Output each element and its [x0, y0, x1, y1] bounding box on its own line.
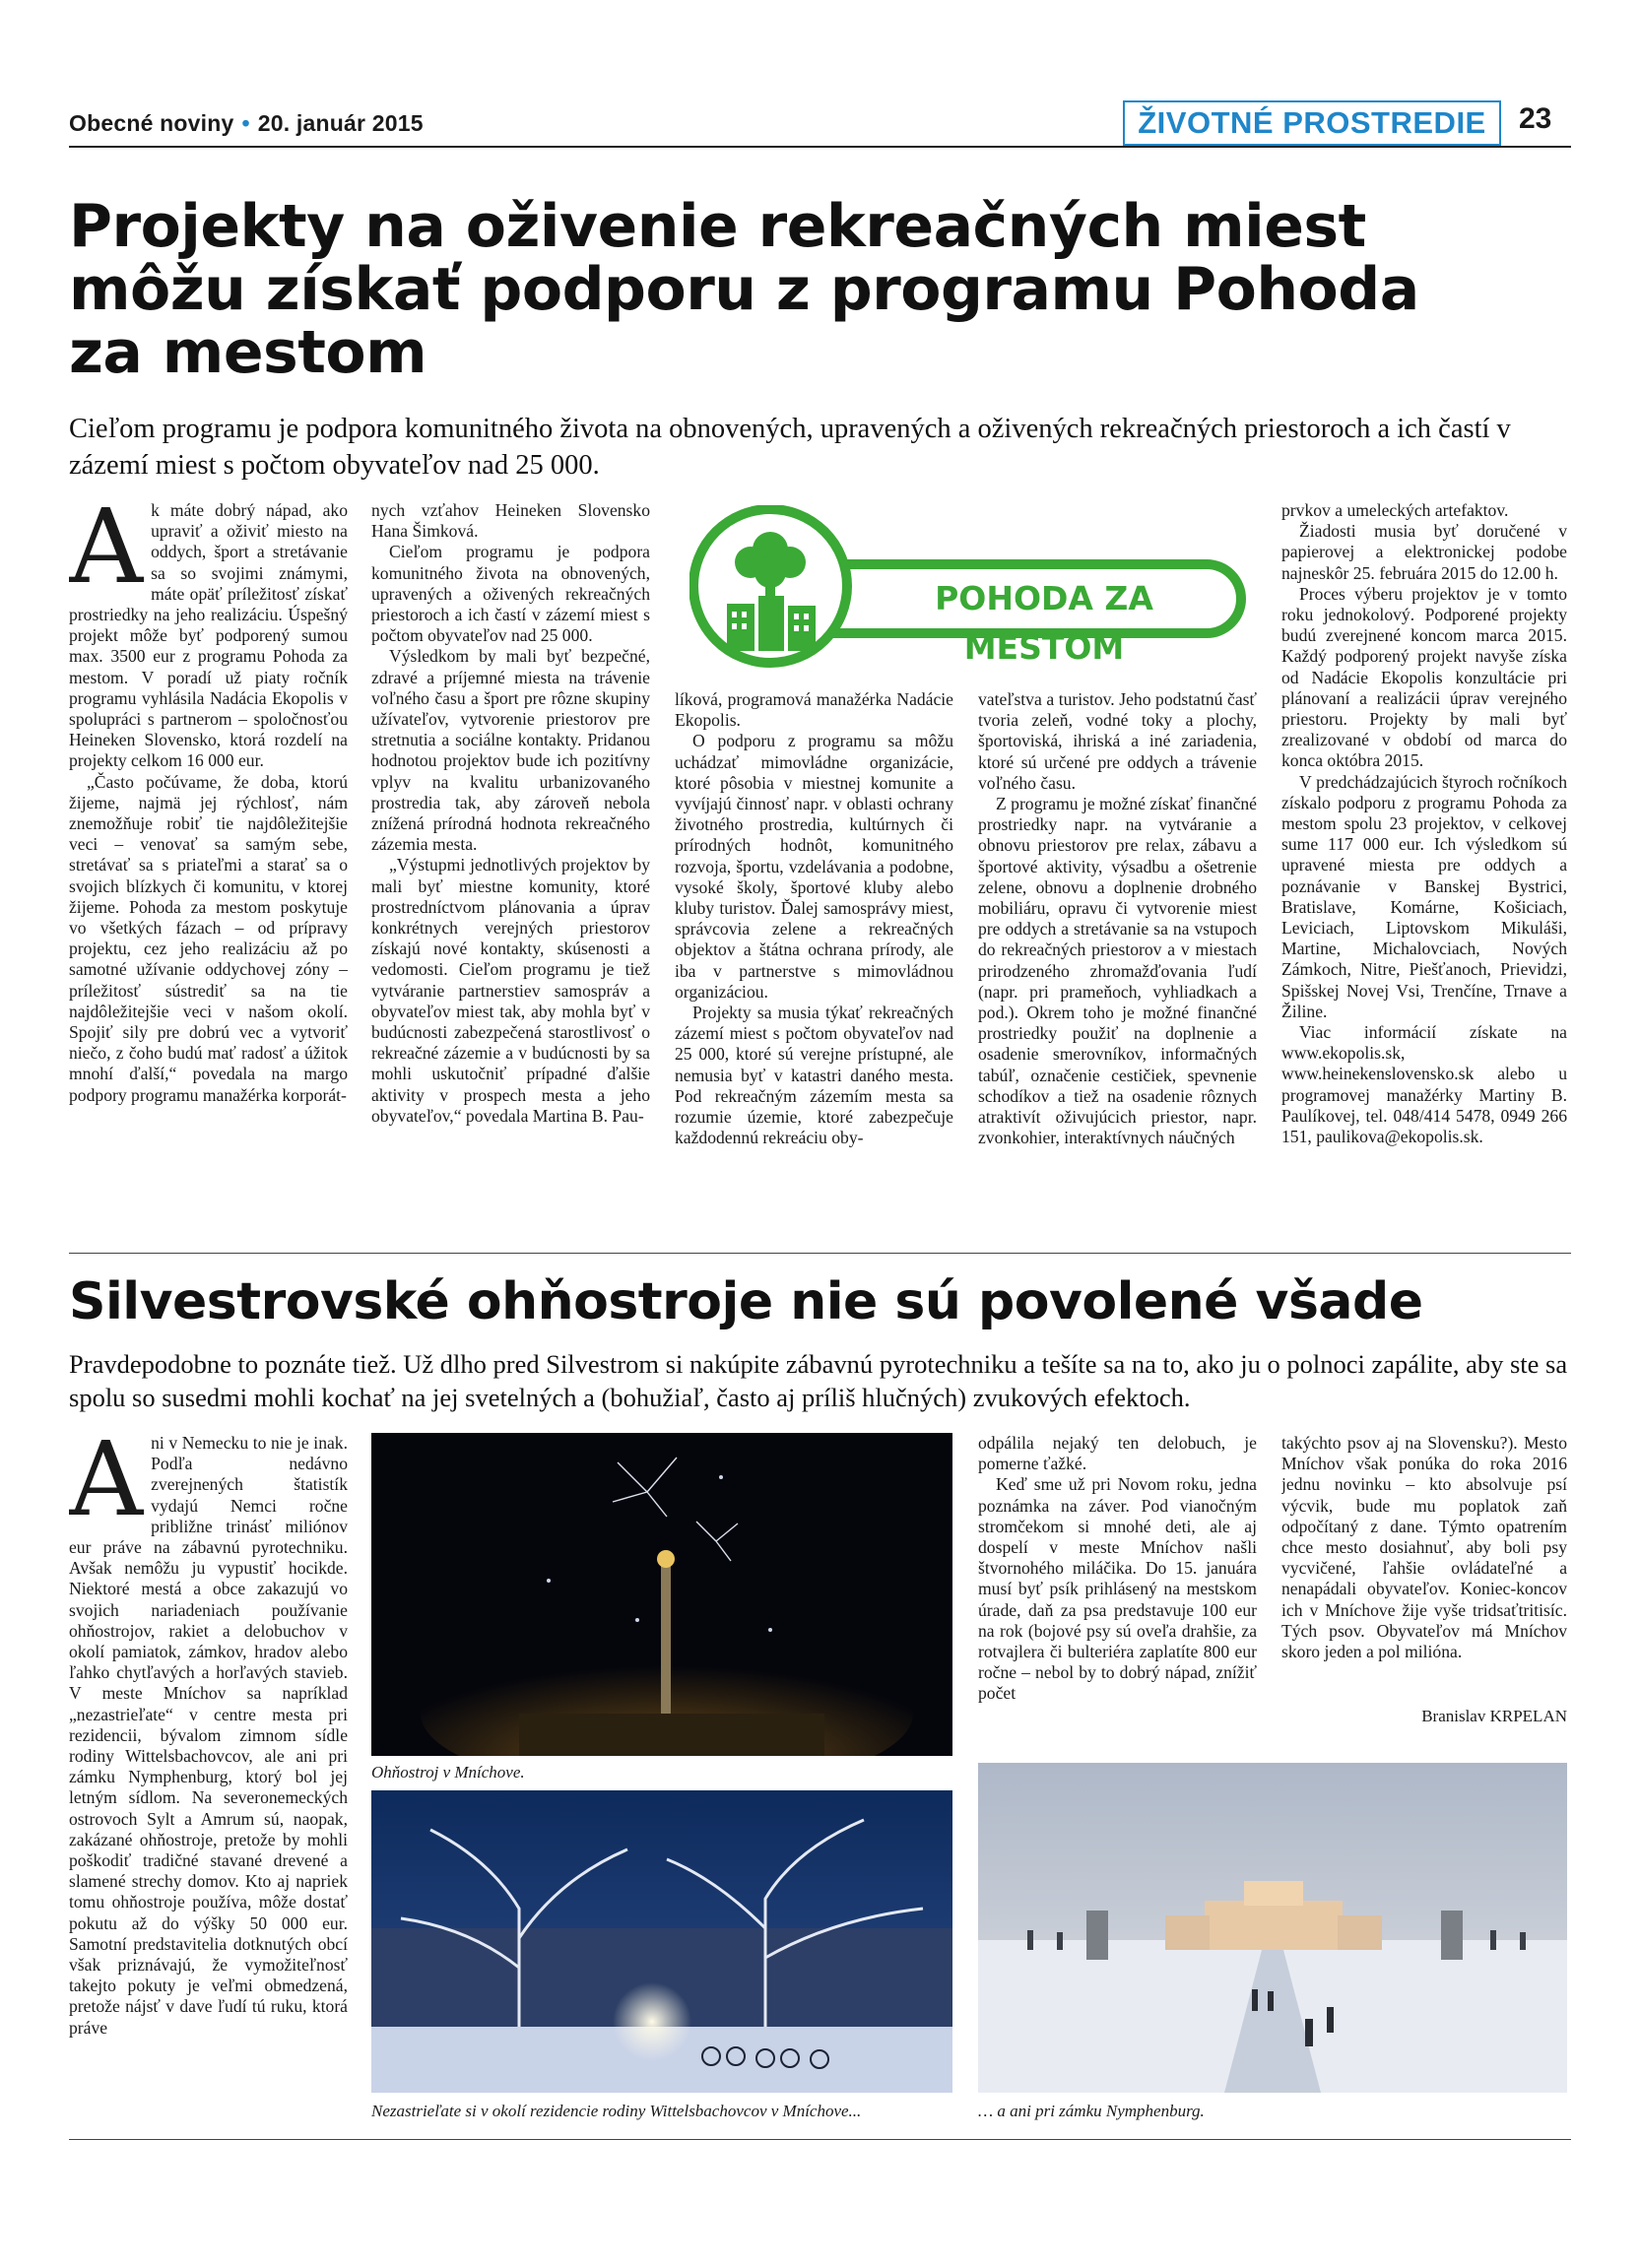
paragraph: Cieľom programu je podpora komunitného života na obnovených, upravených a oživených rekreačných priestoroch a ich častí v zázemí miest s počtom obyvateľov nad 25 000.: [371, 542, 650, 646]
article2-deck: [69, 1347, 1571, 1414]
header-rule: [69, 146, 1571, 148]
fireworks-photo: [371, 1433, 952, 1756]
paragraph: O podporu z programu sa môžu uchádzať mimovládne organizácie, ktoré pôsobia v miestnej komunite a vyvíjajú činnosť napr. v oblasti ochrany životného prostredia, kultúrnych či prírodných hodnôt, komunitného rozvoja, športu, vzdelávania a podobne, vysoké školy, športové kluby alebo kluby turistov. Ďalej samosprávy miest, správcovia zelene a rekreačných objektov a štátna ochrana prírody, ale iba v partnerstve s mimovládnou organizáciou.: [675, 731, 953, 1002]
fireworks-caption: Ohňostroj v Mníchove.: [371, 1763, 525, 1782]
paragraph: „Často počúvame, že doba, ktorú žijeme, najmä jej rýchlosť, nám znemožňuje robiť tie najdôležitejšie veci – venovať sa samým sebe, stretávať sa s priateľmi a starať sa o svojich blízkych či komunitu, v ktorej žijeme. Pohoda za mestom poskytuje vo všetkých fázach – od prípravy projektu, cez jeho realizáciu až po samotné užívanie oddychovej zóny – príležitosť sústrediť sa na tie najdôležitejšie veci v našom okolí. Spojiť sily pre dobrú vec a vytvoriť niečo, z čoho budú mať radosť a úžitok mnohí ďalší,“ povedala na margo podpory programu manažérka korporát-: [69, 771, 348, 1105]
article2-column-1: [69, 1433, 348, 2122]
article1-column-4: [978, 689, 1257, 1241]
paragraph: k máte dobrý nápad, ako upraviť a oživiť miesto na oddych, šport a stretávanie sa so svojimi známymi, máte opäť príležitosť získať prostriedky na jeho realizáciu. Úspešný projekt môže byť podporený sumou max. 3500 eur z programu Pohoda za mestom. V poradí už piaty ročník programu vyhlásila Nadácia Ekopolis v spolupráci s partnerom – spoločnosťou Heineken Slovensko, ktorá rozdelí na projekty celkom 16 000 eur.: [69, 500, 348, 771]
separator-dot: •: [241, 110, 250, 136]
headline-line: za mestom: [69, 318, 427, 387]
paragraph: V predchádzajúcich štyroch ročníkoch získalo podporu z programu Pohoda za mestom spolu 23 projektov, v celkovej sume 117 000 eur. Ich výsledkom sú upravené miesta pre oddych a poznávanie v Banskej Bystrici, Bratislave, Komárne, Košiciach, Leviciach, Liptovskom Mikuláši, Martine, Michalovciach, Nových Zámkoch, Nitre, Piešťanoch, Prievidzi, Spišskej Novej Vsi, Trenčíne, Trnave a Žiline.: [1281, 771, 1567, 1021]
footer-rule: [69, 2139, 1571, 2140]
paragraph: líková, programová manažérka Nadácie Ekopolis.: [675, 689, 953, 731]
drop-cap: A: [69, 500, 144, 607]
paragraph: takýchto psov aj na Slovensku?). Mesto Mníchov však ponúka do roka 2016 jednu novinku – kto absolvuje psí výcvik, bude mu poplatok zaň odpočítaný z dane. Týmto opatrením chce mesto dosiahnuť, aby boli psy vycvičené, ľahšie ovládateľné a nenapádali obyvateľov. Koniec-koncov ich v Mníchove žije vyše tridsaťtritisíc. Tých psov. Obyvateľov má Mníchov skoro jeden a pol milióna.: [1281, 1433, 1567, 1662]
page-number: 23: [1519, 102, 1552, 135]
article-divider: [69, 1253, 1571, 1254]
paragraph: Výsledkom by mali byť bezpečné, zdravé a príjemné miesta na trávenie voľného času a šport pre rôzne skupiny užívateľov, vytvorenie priestorov pre stretnutia a sociálne kontakty. Pridanou hodnotou projektov bude ich pozitívny vplyv na kvalitu urbanizovaného prostredia tak, aby zároveň nebola znížená prírodná hodnota rekreačného zázemia mesta.: [371, 646, 650, 855]
masthead: [69, 110, 424, 137]
publication-name: Obecné noviny: [69, 110, 234, 136]
paragraph: ni v Nemecku to nie je inak. Podľa nedávno zverejnených štatistík vydajú Nemci ročne približne trinásť miliónov eur práve na zábavnú pyrotechniku. Avšak nemôžu ju vypustiť hocikde. Niektoré mestá a obce zakazujú vo svojich nariadeniach používanie ohňostrojov, rakiet a delobuchov v okolí pamiatok, zámkov, hradov alebo ľahko chytľavých a horľavých stavieb. V meste Mníchov sa napríklad „nezastrieľate“ v centre mesta pri rezidencii, bývalom zimnom sídle rodiny Wittelsbachovcov, ale ani pri zámku Nymphenburg, ktorý bol jej letným sídlom. Na severonemeckých ostrovoch Sylt a Amrum sú, naopak, zakázané ohňostroje, pretože by mohli poškodiť tradičné stavané drevené a slamené strechy domov. Kto aj napriek tomu ohňostroje používa, môže dostať pokutu až do výšky 50 000 eur. Samotní predstavitelia dotknutých obcí však priznávajú, že vymožiteľnosť takejto pokuty je veľmi obmedzená, pretože nájsť v dave ľudí tú ruku, ktorá práve: [69, 1433, 348, 2038]
paragraph: prvkov a umeleckých artefaktov.: [1281, 500, 1509, 520]
paragraph: Z programu je možné získať finančné prostriedky napr. na vytváranie a obnovu priestorov pre relax, zábavu a športové aktivity, výsadbu a ošetrenie zelene, obnovu a doplnenie drobného mobiliáru, opravu či vytvorenie miest pre oddych a stretávanie sa na vstupoch do rekreačných priestorov a v miestach prirodzeného zhromažďovania ľudí (napr. pri prameňoch, vyhliadkach a pod.). Okrem toho je možné finančné prostriedky použiť na doplnenie a osadenie smerovníkov, informačných tabúľ, označenie cestičiek, spevnenie schodíkov a tiež na osadenie rôznych atraktivít oživujúcich priestor, napr. zvonkohier, interaktívnych náučných: [978, 794, 1257, 1148]
nymphenburg-image: [978, 1763, 1567, 2093]
article2-column-4: [978, 1433, 1257, 1728]
pohoda-logo: [689, 505, 1256, 668]
article2-column-5: [1281, 1433, 1567, 1699]
residence-photo: [371, 1790, 952, 2093]
paragraph: nych vzťahov Heineken Slovensko Hana Šimková.: [371, 500, 650, 542]
fireworks-image: [371, 1433, 952, 1756]
article1-column-3: [675, 689, 953, 1241]
author-signature: Branislav KRPELAN: [1421, 1707, 1567, 1725]
nymphenburg-photo: [978, 1763, 1567, 2093]
section-label: ŽIVOTNÉ PROSTREDIE: [1123, 100, 1501, 146]
paragraph: Projekty sa musia týkať rekreačných zázemí miest s počtom obyvateľov nad 25 000, ktoré sú verejne prístupné, ale nemusia byť v katastri daného mesta. Pod rekreačným zázemím mesta sa rozumie územie, ktoré zabezpečuje každodennú rekreáciu oby-: [675, 1003, 953, 1148]
headline-line: Projekty na oživenie rekreačných miest: [69, 192, 1366, 261]
article2-headline: [69, 1272, 1566, 1331]
article1-column-1: [69, 500, 348, 1241]
residence-caption: Nezastrieľate si v okolí rezidencie rodiny Wittelsbachovcov v Mníchove...: [371, 2102, 862, 2120]
headline-line: môžu získať podporu z programu Pohoda: [69, 255, 1419, 324]
paragraph: Žiadosti musia byť doručené v papierovej a elektronickej podobe najneskôr 25. februára 2015 do 12.00 h.: [1281, 521, 1567, 583]
paragraph: vateľstva a turistov. Jeho podstatnú časť tvoria zeleň, vodné toky a plochy, športoviská, ihriská a iné zariadenia, ktoré sú určené pre oddych a trávenie voľného času.: [978, 689, 1257, 793]
paragraph: Viac informácií získate na www.ekopolis.sk, www.heinekenslovensko.sk alebo u programovej manažérky Martiny B. Paulíkovej, tel. 048/414 5478, 0949 266 151, paulikova@ekopolis.sk.: [1281, 1022, 1567, 1147]
issue-date: 20. január 2015: [257, 110, 424, 136]
residence-image: [371, 1790, 952, 2093]
deck-text: Pravdepodobne to poznáte tiež. Už dlho pred Silvestrom si nakúpite zábavnú pyrotechniku a tešíte sa na to, ako ju o polnoci zapálite, aby ste sa spolu so susedmi mohli kochať na jej svetelných a (bohužiaľ, často aj príliš hlučných) zvukových efektoch.: [69, 1349, 1568, 1412]
nymphenburg-caption: … a ani pri zámku Nymphenburg.: [978, 2102, 1205, 2120]
paragraph: odpálila nejaký ten delobuch, je pomerne ťažké.: [978, 1433, 1257, 1474]
article1-headline: [69, 192, 1566, 387]
article1-column-2: [371, 500, 650, 1241]
logo-text: POHODA ZA MESTOM: [935, 579, 1153, 667]
drop-cap: A: [69, 1433, 144, 1539]
paragraph: Proces výberu projektov je v tomto roku jednokolový. Podporené projekty budú zverejnené koncom marca 2015. Každý podporený projekt navyše získa od Nadácie Ekopolis konzultácie pri plánovaní a realizácii úprav verejného priestoru. Projekty by mali byť zrealizované v období od marca do konca októbra 2015.: [1281, 583, 1567, 771]
deck-text: Cieľom programu je podpora komunitného života na obnovených, upravených a oživených rekreačných priestoroch a ich častí v zázemí miest s počtom obyvateľov nad 25 000.: [69, 414, 1511, 481]
headline-text: Silvestrovské ohňostroje nie sú povolené všade: [69, 1272, 1423, 1331]
paragraph: „Výstupmi jednotlivých projektov by mali byť miestne komunity, ktoré prostredníctvom plánovania a úprav konkrétnych verejných priestorov získajú nové kontakty, skúsenosti a vedomosti. Cieľom programu je tiež vytváranie partnerstiev samospráv a obyvateľov miest tak, aby mohla byť v budúcnosti zabezpečená starostlivosť o rekreačné zázemie a v budúcnosti by sa mohli uskutočniť prípadné ďalšie aktivity v prospech mesta a jeho obyvateľov,“ povedala Martina B. Pau-: [371, 855, 650, 1126]
paragraph: Keď sme už pri Novom roku, jedna poznámka na záver. Pod vianočným stromčekom si mnohé deti, ale aj dospelí v meste Mníchov našli štvornohého miláčika. Do 15. januára musí byť psík prihlásený na mestskom úrade, daň za psa predstavuje 100 eur na rok (bojové psy sú oveľa drahšie, za rotvajlera či bulteriéra zaplatíte 800 eur ročne – nebol by to dobrý nápad, znížiť počet: [978, 1474, 1257, 1704]
article1-column-5: [1281, 500, 1567, 1241]
article1-deck: [69, 411, 1566, 484]
